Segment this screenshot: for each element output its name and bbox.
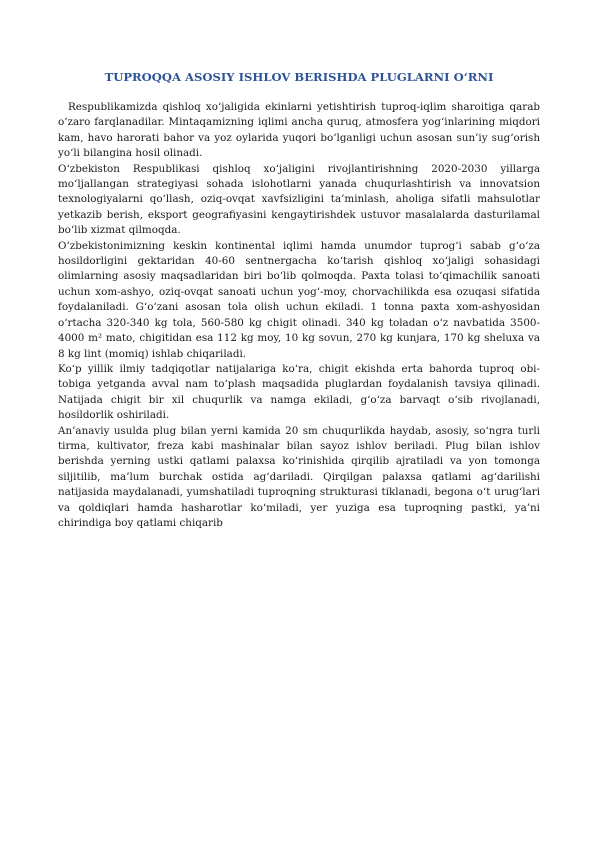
paragraph-2: O‘zbekiston Respublikasi qishloq xo‘jaligini rivojlantirishning 2020-2030 yillarga mo‘ljallangan strategiyasi sohada islohotlarni yanada chuqurlashtirish va innovatsion texnologiyalarni qo‘llash, oziq-ovqat xavfsizligini ta’minlash, aholiga sifatli mahsulotlar yetkazib berish, eksport geografiyasini kengaytirishdek ustuvor masalalarda dasturilamal bo‘lib xizmat qilmoqda. [58,162,540,237]
paragraph-5: An’anaviy usulda plug bilan yerni kamida 20 sm chuqurlikda haydab, asosiy, so‘ngra turli tirma, kultivator, freza kabi mashinalar bilan sayoz ishlov beriladi. Plug bilan ishlov berishda yerning ustki qatlami palaxsa ko‘rinishida qirqilib ajratiladi va yon tomonga siljitilib, ma’lum burchak ostida ag‘dariladi. Qirqilgan palaxsa qatlami ag‘darilishi natijasida maydalanadi, yumshatiladi tuproqning strukturasi tiklanadi, begona o‘t urug‘lari va qoldiqlari hamda hasharotlar ko‘miladi, yer yuziga esa tuproqning pastki, ya’ni chirindiga boy qatlami chiqarib [58,424,540,529]
paragraph-3: O‘zbekistonimizning keskin kontinental iqlimi hamda unumdor tuprog‘i sabab g‘o‘za hosildorligini gektaridan 40-60 sentnergacha ko‘tarish qishloq xo‘jaligi sohasidagi olimlarning asosiy maqsadlaridan biri bo‘lib qolmoqda. Paxta tolasi to‘qimachilik sanoati uchun xom-ashyo, oziq-ovqat sanoati uchun yog‘-moy, chorvachilikda esa ozuqasi sifatida foydalaniladi. G‘o‘zani asosan tola olish uchun ekiladi. 1 tonna paxta xom-ashyosidan o‘rtacha 320-340 kg tola, 560-580 kg chigit olinadi. 340 kg toladan o‘z navbatida 3500-4000 m² mato, chigitidan esa 112 kg moy, 10 kg sovun, 270 kg kunjara, 170 kg sheluxa va 8 kg lint (momiq) ishlab chiqariladi. [58,239,540,360]
document-page [58,70,540,531]
paragraph-1: Respublikamizda qishloq xo‘jaligida ekinlarni yetishtirish tuproq-iqlim sharoitiga qarab o‘zaro farqlanadilar. Mintaqamizning iqlimi ancha quruq, atmosfera yog‘inlarining miqdori kam, havo harorati bahor va yoz oylarida yuqori bo‘lganligi uchun asosan sun’iy sug‘orish yo‘li bilangina hosil olinadi. [58,101,540,160]
paragraph-4: Ko‘p yillik ilmiy tadqiqotlar natijalariga ko‘ra, chigit ekishda erta bahorda tuproq obi-tobiga yetganda avval nam to‘plash maqsadida pluglardan foydalanish tavsiya qilinadi. Natijada chigit bir xil chuqurlik va namga ekiladi, g‘o‘za barvaqt o‘sib rivojlanadi, hosildorlik oshiriladi. [58,362,540,422]
document-title: TUPROQQA ASOSIY ISHLOV BERISHDA PLUGLARNI O‘RNI [104,70,494,84]
